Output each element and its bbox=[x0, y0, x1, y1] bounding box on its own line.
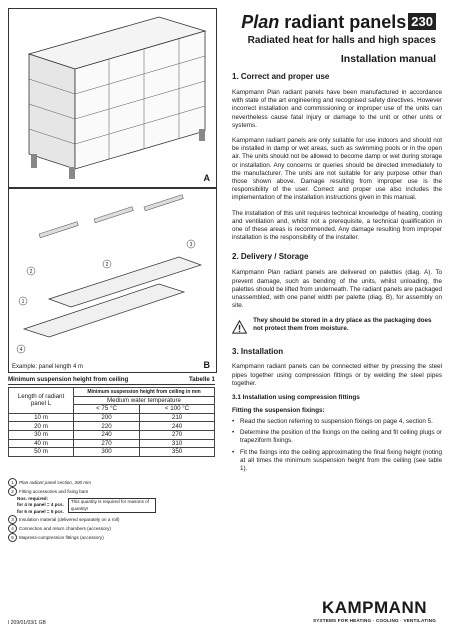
cell: 350 bbox=[140, 448, 215, 457]
temp-header-2: < 100 °C bbox=[140, 405, 215, 414]
legend-item-4 bbox=[8, 524, 215, 533]
document-title bbox=[241, 12, 436, 33]
manual-label: Installation manual bbox=[340, 53, 436, 65]
figure-a-letter: A bbox=[203, 173, 210, 183]
legend-number: 3 bbox=[8, 515, 17, 524]
list-item: • Fit the fixings into the ceiling approximating the final fixing height (noting at all times the minimum suspension height from the ceiling (see table 1). bbox=[232, 449, 442, 474]
warning-text: They should be stored in a dry place as the packaging does not protect them from moisture. bbox=[253, 317, 432, 333]
col-length-header: Length of radiant panel L bbox=[9, 388, 74, 414]
brand-logo bbox=[313, 598, 436, 623]
cell: 270 bbox=[140, 430, 215, 439]
table-row bbox=[9, 448, 215, 457]
qty-4m: for 4 m panel = 4 pcs. bbox=[17, 502, 64, 508]
legend-item-2 bbox=[8, 487, 215, 496]
brand-tagline: SYSTEMS FOR HEATING · COOLING · VENTILATING bbox=[312, 618, 436, 623]
legend-quantities bbox=[8, 496, 215, 515]
pallet-illustration bbox=[9, 9, 216, 187]
parts-legend bbox=[8, 478, 215, 542]
figure-a bbox=[8, 8, 217, 188]
section-2-title: 2. Delivery / Storage bbox=[232, 252, 309, 262]
cell: 50 m bbox=[9, 448, 74, 457]
legend-number: 2 bbox=[8, 487, 17, 496]
page-number: 230 bbox=[408, 13, 436, 30]
cell: 20 m bbox=[9, 422, 74, 431]
figure-b-letter: B bbox=[203, 360, 210, 370]
legend-text: Fitting accessories and fixing bars bbox=[19, 489, 89, 494]
cell: 240 bbox=[74, 430, 140, 439]
section-1-paragraph-1: Kampmann Plan radiant panels have been manufactured in accordance with state of the art engineering and recognised safety directives. However incorrect installation and commissioning or improper use of the units can nevertheless cause fatal injury or damage to the unit or other units or systems. bbox=[232, 89, 442, 129]
suspension-table bbox=[8, 387, 215, 457]
callout-3: 3 bbox=[189, 242, 193, 248]
legend-number: 5 bbox=[8, 533, 17, 542]
list-item: • Determine the position of the fixings on the ceiling and fit ceiling plugs or trapeziform fixings. bbox=[232, 429, 442, 445]
table-title: Minimum suspension height from ceiling bbox=[8, 376, 129, 383]
cell: 270 bbox=[74, 439, 140, 448]
document-code: I 209/01/03/1 GB bbox=[8, 620, 46, 626]
list-item: • Read the section referring to suspension fixings on page 4, section 5. bbox=[232, 418, 442, 426]
section-2-paragraph-1: Kampmann Plan radiant panels are delivered on palettes (diag. A). To prevent damage, such as bending of the units, whilst unloading, the palettes should be lifted from underneath. The radiant panels are packaged unassembled, with one panel width per palette (diag. B), for assembly on site. bbox=[232, 269, 442, 310]
suspension-table-block bbox=[8, 376, 215, 457]
legend-number: 1 bbox=[8, 478, 17, 487]
storage-warning bbox=[232, 317, 442, 337]
exploded-assembly-illustration bbox=[9, 189, 216, 372]
section-1-paragraph-2: Kampmann radiant panels are only suitable for use indoors and should not be installed in damp or wet areas, such as swimming pools or in the open air. The units should not be allowed to become damp or wet during storage or installation. Any concerns or queries should be directed immediately to the manufacturer. The units are not suitable for any purpose other than those shown above. Damage resulting from improper use is the responsibility of the user. Correct and proper use also includes the implementation of the installation instructions given in this manual. bbox=[232, 137, 442, 202]
right-column bbox=[232, 72, 442, 473]
sub-header: Medium water temperature bbox=[74, 396, 215, 405]
legend-text: Insulation material (delivered separately on a roll) bbox=[19, 517, 120, 523]
cell: 220 bbox=[74, 422, 140, 431]
legend-number: 4 bbox=[8, 524, 17, 533]
section-1-paragraph-3: The installation of this unit requires technical knowledge of heating, cooling and ventilation and, whilst not a prerequisite, a technical qualification in one of these areas is recommended. Any damage resulting from improper installation is the responsibility of the installer. bbox=[232, 209, 442, 242]
section-3-title: 3. Installation bbox=[232, 347, 284, 357]
callout-2: 2 bbox=[29, 269, 33, 275]
section-3-paragraph-1: Kampmann radiant panels can be connected either by pressing the steel pipes together using compression fittings or by welding the steel pipes together. bbox=[232, 363, 442, 387]
cell: 240 bbox=[140, 422, 215, 431]
group-header: Minimum suspension height from ceiling in mm bbox=[74, 388, 215, 397]
nos-required: Nos. required: bbox=[17, 496, 49, 501]
cell: 300 bbox=[74, 448, 140, 457]
section-3-1-title: 3.1 Installation using compression fittings bbox=[232, 394, 360, 402]
qty-6m: for 6 m panel = 5 pcs. bbox=[17, 508, 64, 514]
table-row bbox=[9, 422, 215, 431]
cell: 30 m bbox=[9, 430, 74, 439]
cell: 210 bbox=[140, 413, 215, 422]
table-row bbox=[9, 430, 215, 439]
fitting-title: Fitting the suspension fixings: bbox=[232, 407, 325, 415]
cell: 40 m bbox=[9, 439, 74, 448]
quantity-note: This quantity is required for reasons of quantity! bbox=[68, 498, 156, 513]
legend-item-5 bbox=[8, 533, 215, 542]
callout-1: 1 bbox=[21, 299, 25, 305]
legend-text: Mapress-compression fittings (accessory) bbox=[19, 535, 104, 541]
table-label: Tabelle 1 bbox=[188, 376, 215, 383]
cell: 200 bbox=[74, 413, 140, 422]
table-row bbox=[9, 413, 215, 422]
cell: 310 bbox=[140, 439, 215, 448]
warning-triangle-icon bbox=[232, 317, 247, 337]
title-rest: radiant panels bbox=[279, 12, 407, 32]
table-row bbox=[9, 439, 215, 448]
legend-item-1 bbox=[8, 478, 215, 487]
title-italic: Plan bbox=[241, 12, 280, 32]
callout-2b: 2 bbox=[105, 262, 109, 268]
document-subtitle: Radiated heat for halls and high spaces bbox=[247, 35, 436, 46]
cell: 10 m bbox=[9, 413, 74, 422]
legend-text: Plan radiant panel section, 300 mm bbox=[19, 480, 92, 485]
section-1-title: 1. Correct and proper use bbox=[232, 72, 330, 81]
callout-4: 4 bbox=[19, 347, 23, 353]
legend-text: Connection and return chambers (accessory) bbox=[19, 526, 111, 532]
legend-item-3 bbox=[8, 515, 215, 524]
temp-header-1: < 75 °C bbox=[74, 405, 140, 414]
figure-b bbox=[8, 188, 217, 373]
figure-b-caption: Example: panel length 4 m bbox=[12, 364, 84, 370]
brand-name: KAMPMANN bbox=[321, 598, 427, 617]
